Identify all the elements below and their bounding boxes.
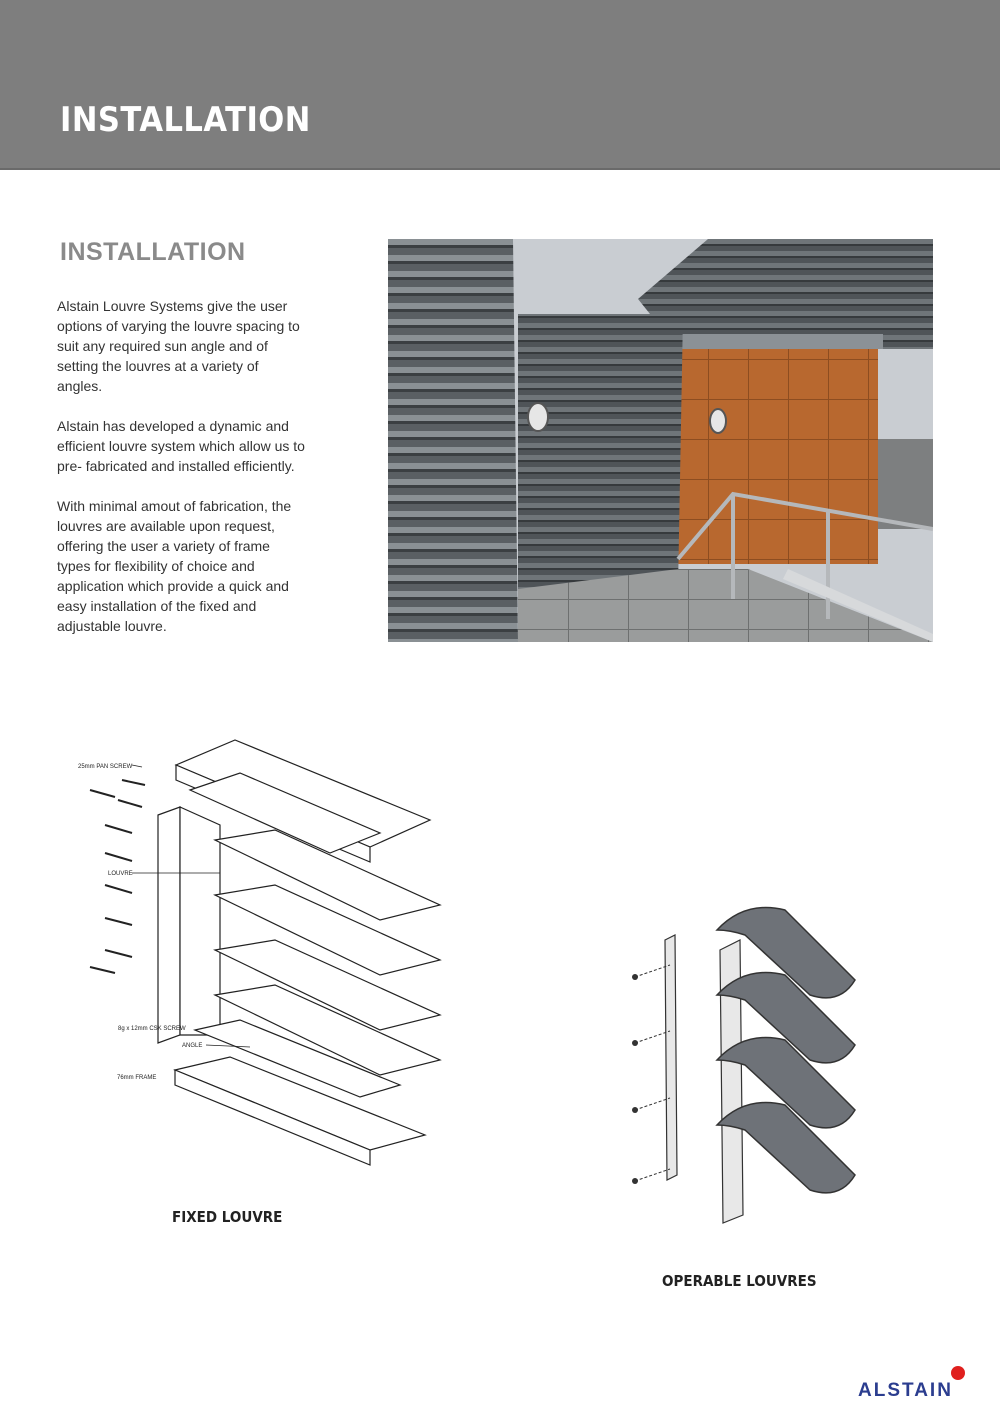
pan-screw-label: 25mm PAN SCREW xyxy=(78,764,133,770)
frame-label: 76mm FRAME xyxy=(117,1075,157,1081)
header-banner xyxy=(0,0,1000,170)
paragraph: Alstain has developed a dynamic and efficient louvre system which allow us to pre- fabricated and installed efficiently. xyxy=(57,418,305,474)
angle-label: ANGLE xyxy=(182,1043,203,1049)
installation-photo xyxy=(388,239,933,642)
fixed-louvre-diagram xyxy=(70,735,460,1175)
operable-louvre-diagram xyxy=(625,895,865,1225)
paragraph: Alstain Louvre Systems give the user options of varying the louvre spacing to suit any required sun angle and of setting the louvres at a variety of angles. xyxy=(57,298,300,394)
body-text xyxy=(57,296,307,656)
operable-louvres-caption: OPERABLE LOUVRES xyxy=(662,1272,817,1290)
alstain-logo: ALSTAIN xyxy=(858,1380,953,1401)
section-heading: INSTALLATION xyxy=(60,238,246,266)
csk-screw-label: 8g x 12mm CSK SCREW xyxy=(118,1026,186,1032)
logo-dot xyxy=(951,1366,965,1380)
banner-title: INSTALLATION xyxy=(60,100,311,140)
paragraph: With minimal amout of fabrication, the louvres are available upon request, offering the user a variety of frame types for flexibility of choice and application which provide a quick and easy installation of the fixed and adjustable louvre. xyxy=(57,498,292,634)
fixed-louvre-caption: FIXED LOUVRE xyxy=(172,1208,283,1226)
louvre-label: LOUVRE xyxy=(108,871,133,877)
